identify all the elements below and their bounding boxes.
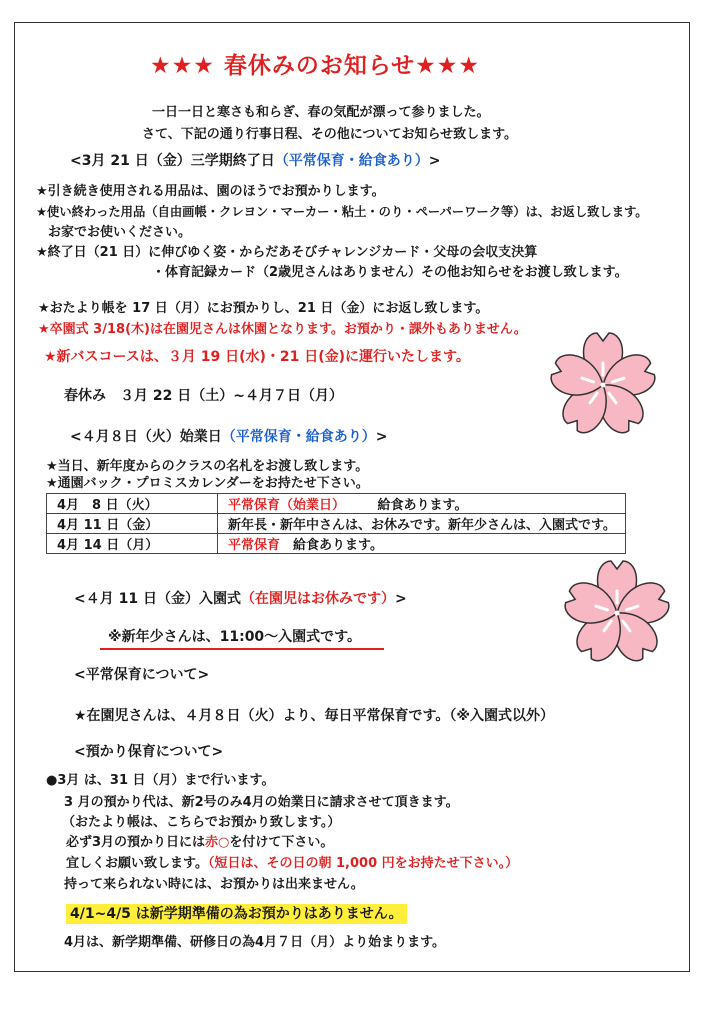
custody-line-5 — [66, 857, 518, 870]
term-end-heading-note: （平常保育・給食あり） — [274, 153, 429, 169]
schedule-date: 4月 11 日（金） — [47, 514, 218, 534]
term-start-heading — [70, 430, 387, 444]
entrance-heading-end: > — [394, 591, 407, 607]
term-end-line-5: ・体育記録カード（2歳児さんはありません）その他お知らせをお渡し致します。 — [152, 265, 628, 280]
sakura-flower-icon — [562, 558, 672, 668]
term-start-line-2: ★通園バック・プロミスカレンダーをお持たせ下さい。 — [46, 476, 369, 491]
table-row — [47, 514, 626, 534]
schedule-detail — [218, 494, 626, 514]
schedule-note: 平常保育 — [228, 538, 281, 553]
term-end-line-3: お家でお使いください。 — [48, 225, 192, 240]
term-end-line-2: ★使い終わった用品（自由画帳・クレヨン・マーカー・粘土・のり・ペーパーワーク等）は、お返し致します。 — [36, 205, 648, 219]
term-end-line-1: ★引き続き使用される用品は、園のほうでお預かりします。 — [36, 184, 385, 199]
schedule-note: 平常保育（始業日） — [228, 498, 339, 513]
custody-line-6: 持って来られない時には、お預かりは出来ません。 — [64, 877, 364, 892]
schedule-table — [46, 493, 626, 554]
regular-care-heading: <平常保育について> — [74, 667, 210, 683]
entrance-heading-text: <４月 11 日（金）入園式 — [74, 591, 241, 607]
custody-line-4-a: 必ず3月の預かり日には — [66, 835, 206, 850]
entrance-heading-note: （在園児はお休みです） — [240, 591, 395, 607]
entrance-note: ※新年少さんは、11:00～入園式です。 — [108, 629, 362, 645]
table-row — [47, 534, 626, 554]
sakura-flower-icon — [548, 330, 658, 440]
schedule-text: 給食あります。 — [280, 538, 383, 553]
custody-heading: <預かり保育について> — [74, 744, 224, 760]
term-start-heading-end: > — [375, 429, 388, 445]
term-end-heading — [70, 154, 440, 168]
schedule-detail — [218, 534, 626, 554]
custody-line-4 — [66, 836, 333, 849]
custody-line-4-b: を付けて下さい。 — [229, 835, 334, 850]
term-start-heading-note: （平常保育・給食あり） — [221, 429, 376, 445]
regular-care-line: ★在園児さんは、４月８日（火）より、毎日平常保育です。（※入園式以外） — [74, 708, 555, 724]
entrance-underline — [100, 648, 384, 650]
schedule-text: 新年長・新年中さんは、お休みです。新年少さんは、入園式です。 — [228, 518, 616, 533]
table-row — [47, 494, 626, 514]
spring-break: 春休み ３月 22 日（土）~４月７日（月） — [64, 388, 343, 404]
schedule-text: 給食あります。 — [338, 498, 468, 513]
term-end-line-4: ★終了日（21 日）に伸びゆく姿・からだあそびチャレンジカード・父母の会収支決算 — [36, 245, 538, 260]
term-end-heading-end: > — [428, 153, 441, 169]
page-title: ★★★ 春休みのお知らせ★★★ — [150, 53, 481, 79]
custody-line-5-red: （短日は、その日の朝 1,000 円をお持たせ下さい。） — [207, 856, 519, 871]
april-start: 4月は、新学期準備、研修日の為4月７日（月）より始まります。 — [64, 935, 446, 950]
notice-graduation: ★卒園式 3/18(木)は在園児さんは休園となります。お預かり・課外もありません。 — [38, 322, 527, 337]
intro-line-2: さて、下記の通り行事日程、その他についてお知らせ致します。 — [142, 127, 518, 142]
custody-line-1: ●3月 は、31 日（月）まで行います。 — [46, 773, 275, 788]
custody-line-4-red: 赤○ — [205, 835, 230, 850]
term-end-heading-text: <3月 21 日（金）三学期終了日 — [70, 153, 275, 169]
schedule-date: 4月 8 日（火） — [47, 494, 218, 514]
custody-line-5-a: 宜しくお願い致します。 — [66, 856, 208, 871]
notice-bus: ★新バスコースは、３月 19 日(水)・21 日(金)に運行いたします。 — [44, 349, 470, 365]
entrance-heading — [74, 592, 407, 606]
custody-line-3: （おたより帳は、こちらでお預かり致します。） — [62, 815, 341, 830]
custody-line-2: 3 月の預かり代は、新2号のみ4月の始業日に請求させて頂きます。 — [64, 795, 459, 810]
term-start-line-1: ★当日、新年度からのクラスの名札をお渡し致します。 — [46, 459, 369, 474]
schedule-detail — [218, 514, 626, 534]
intro-line-1: 一日一日と寒さも和らぎ、春の気配が漂って参りました。 — [152, 105, 490, 120]
schedule-date: 4月 14 日（月） — [47, 534, 218, 554]
notice-renraku: ★おたより帳を 17 日（月）にお預かりし、21 日（金）にお返し致します。 — [38, 301, 489, 316]
prep-notice: 4/1~4/5 は新学期準備の為お預かりはありません。 — [66, 904, 407, 924]
term-start-heading-text: <４月８日（火）始業日 — [70, 429, 222, 445]
